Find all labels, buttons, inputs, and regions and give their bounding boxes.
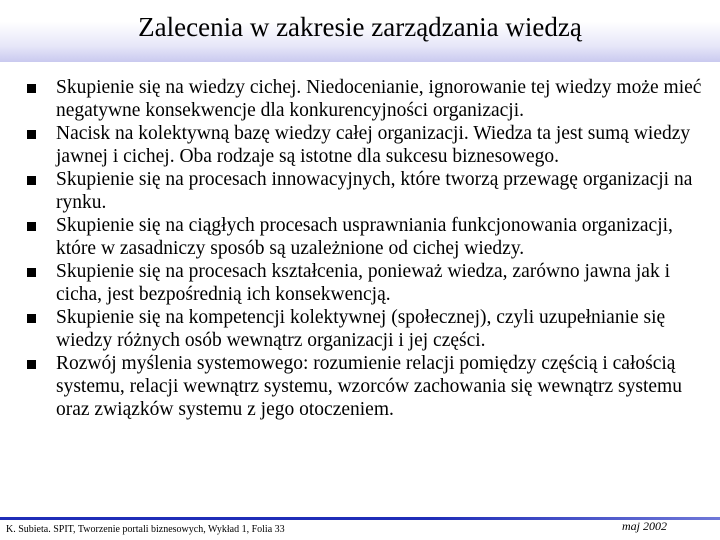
square-bullet-icon [27, 176, 36, 185]
square-bullet-icon [27, 222, 36, 231]
bullet-text: Skupienie się na procesach kształcenia, ponieważ wiedza, zarówno jawna jak i cicha, jest bezpośrednią ich konsekwencją. [56, 261, 670, 305]
footer-divider [0, 517, 720, 520]
footer-credit: K. Subieta. SPIT, Tworzenie portali biznesowych, Wykład 1, Folia 33 [6, 524, 285, 535]
bullet-text: Nacisk na kolektywną bazę wiedzy całej organizacji. Wiedza ta jest sumą wiedzy jawnej i cichej. Oba rodzaje są istotne dla sukcesu biznesowego. [56, 123, 691, 167]
square-bullet-icon [27, 84, 36, 93]
footer-date: maj 2002 [622, 519, 667, 533]
bullet-text: Skupienie się na kompetencji kolektywnej (społecznej), czyli uzupełnianie się wiedzy różnych osób wewnątrz organizacji i jej części. [56, 307, 666, 351]
bullet-item [0, 122, 720, 168]
bullet-item [0, 306, 720, 352]
bullet-item [0, 76, 720, 122]
slide-title: Zalecenia w zakresie zarządzania wiedzą [138, 12, 582, 42]
bullet-item [0, 260, 720, 306]
bullet-item [0, 352, 720, 421]
bullet-list [0, 76, 720, 421]
bullet-text: Skupienie się na wiedzy cichej. Niedocenianie, ignorowanie tej wiedzy może mieć negatywne konsekwencje dla konkurencyjności organizacji. [56, 77, 702, 121]
square-bullet-icon [27, 314, 36, 323]
square-bullet-icon [27, 360, 36, 369]
bullet-text: Rozwój myślenia systemowego: rozumienie relacji pomiędzy częścią i całością systemu, relacji wewnątrz systemu, wzorców zachowania się wewnątrz systemu oraz związków systemu z jego otoczeniem. [56, 353, 682, 420]
bullet-item [0, 168, 720, 214]
square-bullet-icon [27, 268, 36, 277]
bullet-item [0, 214, 720, 260]
bullet-text: Skupienie się na procesach innowacyjnych, które tworzą przewagę organizacji na rynku. [56, 169, 693, 213]
square-bullet-icon [27, 130, 36, 139]
bullet-text: Skupienie się na ciągłych procesach usprawniania funkcjonowania organizacji, które w zasadniczy sposób są uzależnione od cichej wiedzy. [56, 215, 673, 259]
